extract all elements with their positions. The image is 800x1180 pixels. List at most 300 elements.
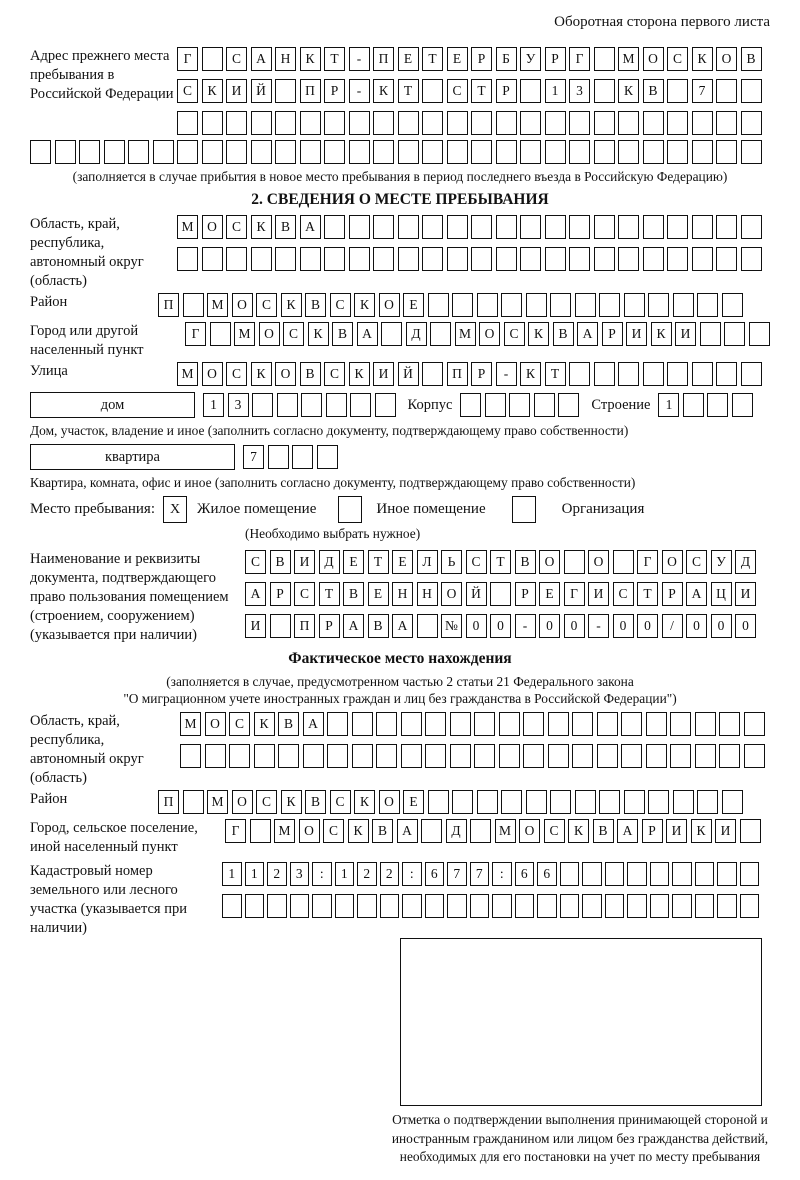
char-cell <box>741 111 762 135</box>
char-cell <box>594 247 615 271</box>
char-cell <box>744 712 765 736</box>
char-cell: К <box>281 293 302 317</box>
char-cell <box>177 140 198 164</box>
cadastral-row-1 <box>222 862 759 886</box>
cadastral-block <box>30 862 770 938</box>
char-cell: Р <box>270 582 291 606</box>
char-cell: 3 <box>228 393 249 417</box>
char-cell <box>326 393 347 417</box>
actual-location-title: Фактическое место нахождения <box>288 650 512 667</box>
char-cell <box>275 247 296 271</box>
char-cell: С <box>256 790 277 814</box>
actual-region-block <box>30 712 770 788</box>
char-cell <box>422 79 443 103</box>
char-cell <box>300 247 321 271</box>
char-cell: 0 <box>686 614 707 638</box>
char-cell: И <box>226 79 247 103</box>
char-cell <box>398 140 419 164</box>
char-cell: 0 <box>539 614 560 638</box>
char-cell <box>695 894 715 918</box>
char-cell <box>548 744 569 768</box>
char-cell <box>643 215 664 239</box>
char-cell <box>695 712 716 736</box>
char-cell <box>672 862 692 886</box>
actual-location-note-1: (заполняется в случае, предусмотренном частью 2 статьи 21 Федерального закона <box>166 674 634 689</box>
char-cell: О <box>441 582 462 606</box>
char-cell <box>303 744 324 768</box>
char-cell <box>569 362 590 386</box>
char-cell: К <box>202 79 223 103</box>
stroenie-cells <box>658 393 753 417</box>
char-cell: О <box>275 362 296 386</box>
char-cell: И <box>373 362 394 386</box>
char-cell: О <box>379 790 400 814</box>
char-cell <box>250 819 271 843</box>
char-cell <box>324 140 345 164</box>
char-cell <box>572 744 593 768</box>
char-cell: В <box>368 614 389 638</box>
char-cell <box>722 293 743 317</box>
char-cell <box>349 247 370 271</box>
char-cell <box>210 322 231 346</box>
char-cell: Т <box>490 550 511 574</box>
char-cell: С <box>686 550 707 574</box>
char-cell <box>425 712 446 736</box>
char-cell: Н <box>417 582 438 606</box>
char-cell <box>526 293 547 317</box>
char-cell <box>226 140 247 164</box>
char-cell: С <box>256 293 277 317</box>
char-cell <box>324 215 345 239</box>
char-cell <box>202 247 223 271</box>
char-cell <box>275 140 296 164</box>
actual-location-note-2: "О миграционном учете иностранных граждан и лиц без гражданства в Российской Федерации") <box>123 691 677 706</box>
char-cell <box>643 247 664 271</box>
char-cell <box>650 862 670 886</box>
char-cell: А <box>392 614 413 638</box>
char-cell <box>373 140 394 164</box>
char-cell <box>545 215 566 239</box>
char-cell: Р <box>496 79 517 103</box>
char-cell <box>741 362 762 386</box>
char-cell <box>545 140 566 164</box>
char-cell <box>740 862 760 886</box>
char-cell: № <box>441 614 462 638</box>
char-cell <box>724 322 745 346</box>
region-rows <box>177 215 762 271</box>
cadastral-rows <box>222 862 759 918</box>
char-cell: 7 <box>447 862 467 886</box>
char-cell: : <box>492 862 512 886</box>
char-cell: В <box>305 790 326 814</box>
char-cell: - <box>588 614 609 638</box>
char-cell <box>582 894 602 918</box>
char-cell: Д <box>735 550 756 574</box>
char-cell <box>716 140 737 164</box>
char-cell: Д <box>446 819 467 843</box>
char-cell: Г <box>637 550 658 574</box>
char-cell: О <box>716 47 737 71</box>
char-cell: - <box>496 362 517 386</box>
actual-district-block <box>30 790 770 814</box>
char-cell <box>471 111 492 135</box>
char-cell <box>717 862 737 886</box>
char-cell: 3 <box>569 79 590 103</box>
char-cell: 1 <box>245 862 265 886</box>
char-cell <box>398 215 419 239</box>
char-cell: Ц <box>711 582 732 606</box>
char-cell: М <box>618 47 639 71</box>
char-cell <box>501 293 522 317</box>
char-cell <box>177 247 198 271</box>
char-cell: С <box>177 79 198 103</box>
char-cell <box>470 819 491 843</box>
char-cell: 2 <box>357 862 377 886</box>
apartment-note: Квартира, комната, офис и иное (заполнить согласно документу, подтверждающему право собственности) <box>30 475 636 490</box>
char-cell <box>278 744 299 768</box>
char-cell: М <box>455 322 476 346</box>
char-cell <box>205 744 226 768</box>
char-cell: Р <box>602 322 623 346</box>
prev-address-rows <box>177 47 762 135</box>
korpus-label: Корпус <box>407 397 453 413</box>
char-cell: В <box>278 712 299 736</box>
char-cell <box>597 744 618 768</box>
char-cell <box>352 712 373 736</box>
stay-type-label: Место пребывания: <box>30 501 155 517</box>
char-cell: А <box>357 322 378 346</box>
char-cell: П <box>158 790 179 814</box>
char-cell: Т <box>545 362 566 386</box>
house-cells <box>203 393 396 417</box>
char-cell <box>422 111 443 135</box>
char-cell: С <box>330 293 351 317</box>
char-cell <box>422 362 443 386</box>
char-cell <box>450 712 471 736</box>
char-cell <box>523 744 544 768</box>
char-cell <box>646 744 667 768</box>
char-cell: О <box>232 293 253 317</box>
char-cell <box>177 111 198 135</box>
char-cell <box>312 894 332 918</box>
char-cell: : <box>402 862 422 886</box>
char-cell <box>430 322 451 346</box>
char-cell: Л <box>417 550 438 574</box>
char-cell: Е <box>539 582 560 606</box>
actual-city-label: Город, сельское поселение, иной населенный пункт <box>30 820 198 855</box>
actual-district-row <box>158 790 743 814</box>
char-cell <box>740 819 761 843</box>
char-cell: С <box>504 322 525 346</box>
char-cell <box>350 393 371 417</box>
char-cell <box>474 744 495 768</box>
char-cell <box>422 140 443 164</box>
char-cell <box>627 894 647 918</box>
char-cell <box>692 362 713 386</box>
char-cell: К <box>568 819 589 843</box>
char-cell: В <box>643 79 664 103</box>
char-cell <box>537 894 557 918</box>
char-cell <box>569 247 590 271</box>
char-cell <box>697 293 718 317</box>
char-cell: В <box>275 215 296 239</box>
char-cell: Р <box>324 79 345 103</box>
char-cell: К <box>348 819 369 843</box>
char-cell <box>452 293 473 317</box>
char-cell <box>667 79 688 103</box>
char-cell <box>471 140 492 164</box>
char-cell: С <box>245 550 266 574</box>
char-cell <box>447 111 468 135</box>
char-cell <box>30 140 51 164</box>
char-cell <box>425 894 445 918</box>
char-cell <box>719 744 740 768</box>
region-row-1 <box>177 215 762 239</box>
actual-city-block <box>30 819 770 857</box>
char-cell: 1 <box>203 393 224 417</box>
char-cell: С <box>466 550 487 574</box>
char-cell: Е <box>398 47 419 71</box>
stay-type-note: (Необходимо выбрать нужное) <box>245 526 421 541</box>
char-cell <box>492 894 512 918</box>
char-cell <box>270 614 291 638</box>
document-label: Наименование и реквизиты документа, подтверждающего право пользования помещением (строением, сооружением) (указывается при наличии) <box>30 551 229 643</box>
char-cell <box>79 140 100 164</box>
cadastral-label: Кадастровый номер земельного или лесного участка (указывается при наличии) <box>30 863 187 936</box>
char-cell <box>741 247 762 271</box>
char-cell <box>226 247 247 271</box>
char-cell <box>569 111 590 135</box>
char-cell <box>594 362 615 386</box>
char-cell: 1 <box>222 862 242 886</box>
apartment-row <box>30 444 770 470</box>
char-cell: М <box>177 215 198 239</box>
char-cell: С <box>447 79 468 103</box>
char-cell <box>300 140 321 164</box>
char-cell <box>673 790 694 814</box>
char-cell: Р <box>319 614 340 638</box>
actual-city-row <box>225 819 761 843</box>
char-cell: К <box>254 712 275 736</box>
char-cell <box>245 894 265 918</box>
char-cell <box>717 894 737 918</box>
char-cell <box>375 393 396 417</box>
actual-district-label: Район <box>30 791 68 807</box>
char-cell <box>695 744 716 768</box>
char-cell: Г <box>177 47 198 71</box>
char-cell <box>180 744 201 768</box>
char-cell <box>381 322 402 346</box>
char-cell: С <box>323 819 344 843</box>
char-cell <box>741 79 762 103</box>
char-cell <box>646 712 667 736</box>
char-cell <box>128 140 149 164</box>
street-label: Улица <box>30 363 68 379</box>
char-cell: Й <box>251 79 272 103</box>
document-block <box>30 550 770 645</box>
char-cell <box>327 712 348 736</box>
char-cell: М <box>177 362 198 386</box>
char-cell <box>716 215 737 239</box>
region-row-2 <box>177 247 762 271</box>
char-cell <box>450 744 471 768</box>
house-box: дом <box>30 392 195 418</box>
char-cell <box>667 215 688 239</box>
char-cell: 7 <box>692 79 713 103</box>
char-cell: А <box>303 712 324 736</box>
stamp-area-note: Отметка о подтверждении выполнения принимающей стороной и иностранным гражданином или лицом без гражданства действий, необходимых для его постановки на учет по месту пребывания <box>391 1112 769 1164</box>
actual-region-row-1 <box>180 712 765 736</box>
char-cell: О <box>662 550 683 574</box>
char-cell: С <box>226 362 247 386</box>
char-cell <box>520 140 541 164</box>
char-cell <box>417 614 438 638</box>
char-cell: К <box>692 47 713 71</box>
char-cell <box>695 862 715 886</box>
prev-address-label: Адрес прежнего места пребывания в Российской Федерации <box>30 48 174 102</box>
char-cell: К <box>349 362 370 386</box>
char-cell <box>520 111 541 135</box>
char-cell: Й <box>466 582 487 606</box>
char-cell <box>643 362 664 386</box>
char-cell: Т <box>471 79 492 103</box>
char-cell: М <box>180 712 201 736</box>
char-cell: К <box>373 79 394 103</box>
char-cell <box>292 445 313 469</box>
district-block <box>30 293 770 317</box>
char-cell: С <box>283 322 304 346</box>
actual-region-label: Область, край, республика, автономный округ (область) <box>30 713 144 786</box>
char-cell <box>594 140 615 164</box>
char-cell: 0 <box>466 614 487 638</box>
char-cell <box>452 790 473 814</box>
char-cell <box>558 393 579 417</box>
char-cell: Р <box>642 819 663 843</box>
char-cell <box>477 293 498 317</box>
char-cell <box>222 894 242 918</box>
char-cell <box>643 111 664 135</box>
document-row-2 <box>245 582 756 606</box>
char-cell: Р <box>515 582 536 606</box>
char-cell <box>251 247 272 271</box>
char-cell <box>719 712 740 736</box>
char-cell <box>700 322 721 346</box>
char-cell <box>252 393 273 417</box>
char-cell <box>515 894 535 918</box>
char-cell <box>229 744 250 768</box>
char-cell: О <box>299 819 320 843</box>
char-cell: К <box>618 79 639 103</box>
char-cell: С <box>324 362 345 386</box>
char-cell: 6 <box>515 862 535 886</box>
char-cell <box>550 790 571 814</box>
char-cell: К <box>691 819 712 843</box>
char-cell <box>520 215 541 239</box>
char-cell: В <box>270 550 291 574</box>
char-cell: В <box>305 293 326 317</box>
char-cell: Т <box>637 582 658 606</box>
char-cell: К <box>651 322 672 346</box>
char-cell: И <box>735 582 756 606</box>
char-cell: В <box>593 819 614 843</box>
char-cell: П <box>373 47 394 71</box>
char-cell: К <box>300 47 321 71</box>
char-cell <box>421 819 442 843</box>
char-cell <box>594 111 615 135</box>
char-cell: Р <box>545 47 566 71</box>
char-cell: Д <box>319 550 340 574</box>
char-cell <box>605 894 625 918</box>
char-cell <box>618 247 639 271</box>
char-cell: И <box>666 819 687 843</box>
char-cell: С <box>330 790 351 814</box>
char-cell: С <box>226 47 247 71</box>
char-cell <box>648 790 669 814</box>
char-cell <box>670 712 691 736</box>
char-cell: О <box>643 47 664 71</box>
char-cell: И <box>245 614 266 638</box>
char-cell <box>534 393 555 417</box>
char-cell <box>251 140 272 164</box>
char-cell: Т <box>398 79 419 103</box>
char-cell <box>104 140 125 164</box>
char-cell <box>627 862 647 886</box>
char-cell: С <box>226 215 247 239</box>
char-cell <box>277 393 298 417</box>
char-cell: Е <box>403 790 424 814</box>
char-cell <box>683 393 704 417</box>
char-cell <box>545 111 566 135</box>
char-cell: 6 <box>537 862 557 886</box>
char-cell <box>650 894 670 918</box>
section2-title: 2. СВЕДЕНИЯ О МЕСТЕ ПРЕБЫВАНИЯ <box>251 191 549 208</box>
char-cell <box>357 894 377 918</box>
char-cell <box>692 215 713 239</box>
char-cell <box>496 140 517 164</box>
char-cell: П <box>294 614 315 638</box>
stay-option-residential-label: Жилое помещение <box>197 501 317 517</box>
char-cell: 7 <box>243 445 264 469</box>
char-cell: П <box>300 79 321 103</box>
char-cell <box>471 247 492 271</box>
stay-option-organization-label: Организация <box>561 501 645 517</box>
char-cell <box>707 393 728 417</box>
char-cell: 1 <box>335 862 355 886</box>
char-cell: С <box>667 47 688 71</box>
char-cell <box>560 862 580 886</box>
char-cell: Р <box>471 47 492 71</box>
char-cell <box>251 111 272 135</box>
city-row <box>185 322 770 346</box>
char-cell <box>301 393 322 417</box>
char-cell <box>621 744 642 768</box>
char-cell <box>373 247 394 271</box>
char-cell: К <box>520 362 541 386</box>
char-cell <box>349 140 370 164</box>
char-cell: К <box>251 362 272 386</box>
region-block <box>30 215 770 291</box>
char-cell: 0 <box>613 614 634 638</box>
char-cell <box>618 362 639 386</box>
char-cell <box>422 247 443 271</box>
char-cell: К <box>354 790 375 814</box>
prev-address-note: (заполняется в случае прибытия в новое место пребывания в период последнего въезда в Российскую Федерацию) <box>72 169 728 184</box>
char-cell <box>575 293 596 317</box>
cadastral-row-2 <box>222 894 759 918</box>
document-row-3 <box>245 614 756 638</box>
char-cell <box>624 293 645 317</box>
char-cell <box>545 247 566 271</box>
